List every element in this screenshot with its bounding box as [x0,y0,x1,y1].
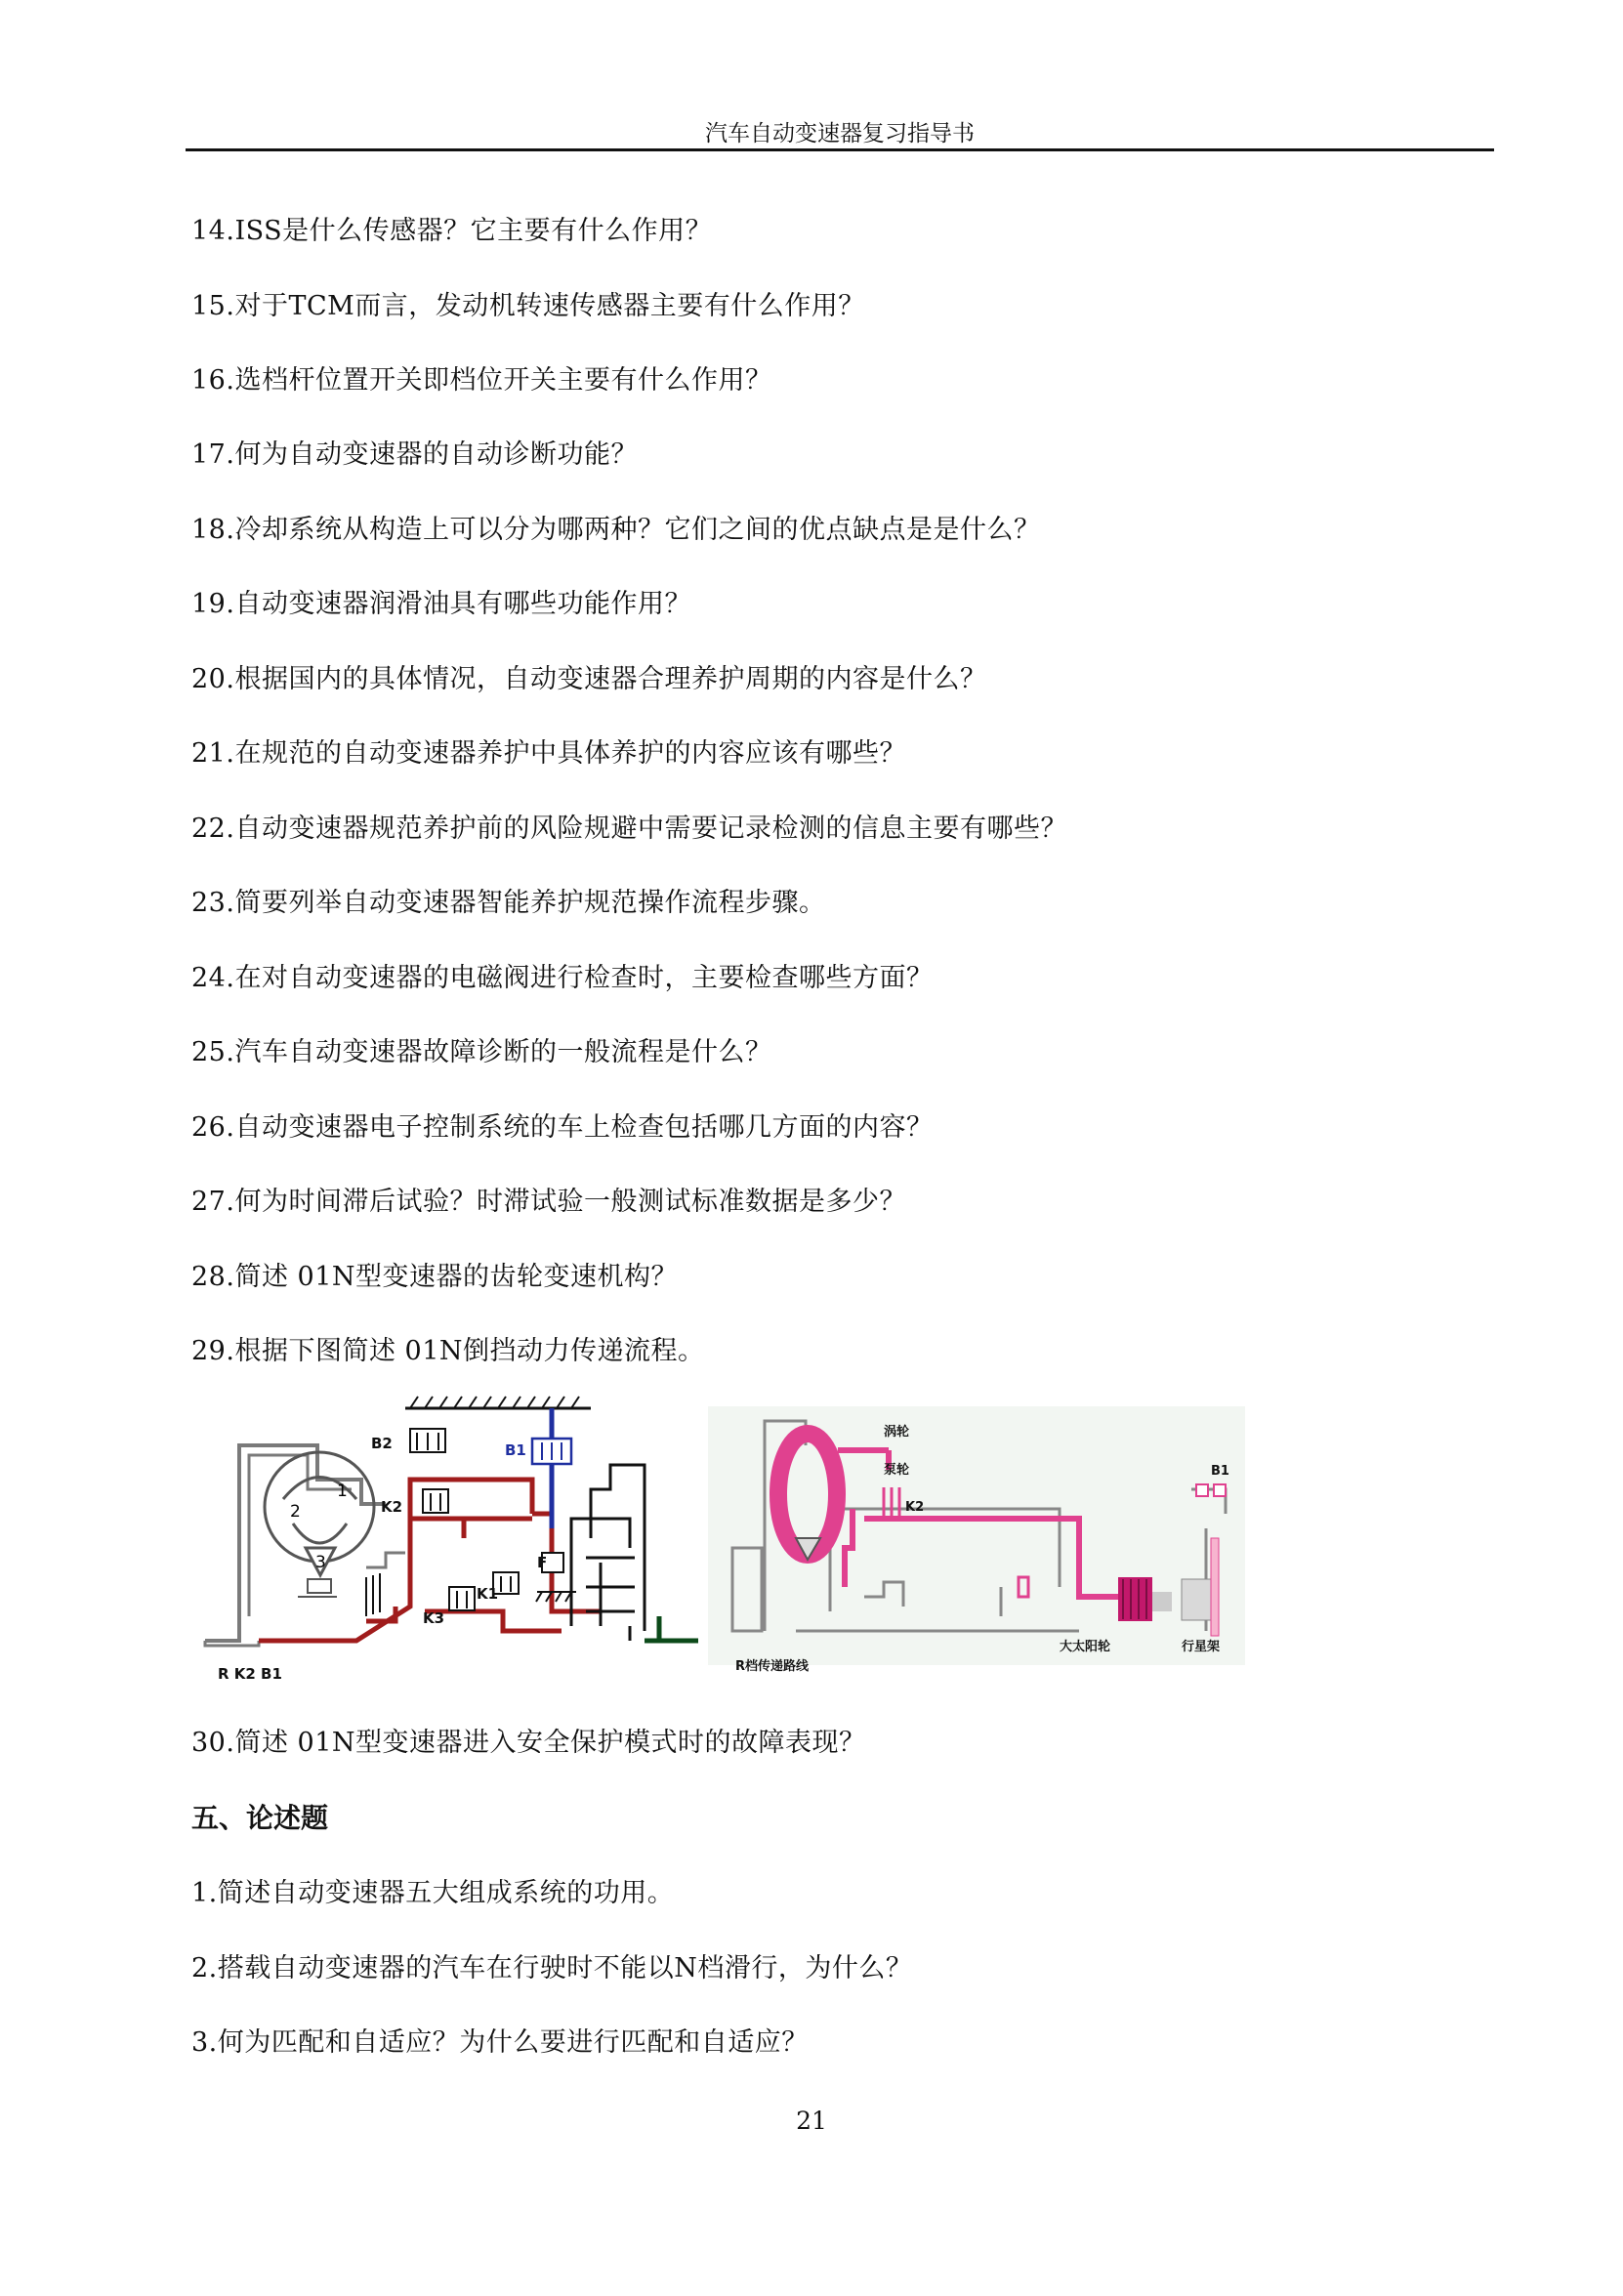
sun-gear-label: 大太阳轮 [1060,1640,1111,1654]
k1-label: K1 [477,1585,499,1603]
question-26: 26.自动变速器电子控制系统的车上检查包括哪几方面的内容？ [191,1112,934,1143]
turbine-number: 1 [337,1482,348,1501]
planet-carrier-label: 行星架 [1182,1640,1221,1654]
question-24: 24.在对自动变速器的电磁阀进行检查时，主要检查哪些方面？ [191,963,934,993]
question-23: 23.简要列举自动变速器智能养护规范操作流程步骤。 [191,888,826,918]
question-30: 30.简述 01N型变速器进入安全保护模式时的故障表现？ [191,1728,866,1758]
essay-question-3: 3.何为匹配和自适应？为什么要进行匹配和自适应？ [191,2027,809,2058]
question-22: 22.自动变速器规范养护前的风险规避中需要记录检测的信息主要有哪些？ [191,814,1067,844]
section-title: 五、论述题 [191,1802,329,1834]
page-header: 汽车自动变速器复习指导书 [705,121,975,146]
question-19: 19.自动变速器润滑油具有哪些功能作用？ [191,589,691,619]
k2-right-label: K2 [905,1500,925,1515]
question-28: 28.简述 01N型变速器的齿轮变速机构？ [191,1262,679,1292]
question-21: 21.在规范的自动变速器养护中具体养护的内容应该有哪些？ [191,738,906,769]
left-figure-caption: R K2 B1 [218,1665,282,1683]
k2-label: K2 [381,1498,403,1516]
pump-label: 泵轮 [884,1463,910,1478]
question-17: 17.何为自动变速器的自动诊断功能？ [191,439,638,470]
question-15: 15.对于TCM而言，发动机转速传感器主要有什么作用？ [191,291,865,321]
question-29: 29.根据下图简述 01N倒挡动力传递流程。 [191,1336,705,1366]
question-16: 16.选档杆位置开关即档位开关主要有什么作用？ [191,365,772,396]
essay-question-2: 2.搭载自动变速器的汽车在行驶时不能以N档滑行，为什么？ [191,1953,913,1983]
gear-schematic [205,1397,698,1683]
f-label: F [537,1554,548,1571]
b2-label: B2 [371,1435,393,1452]
b1-label: B1 [505,1441,526,1459]
reverse-gear-figure [200,1392,1255,1689]
page-number: 21 [796,2107,827,2135]
turbine-label: 涡轮 [884,1425,910,1440]
right-figure-caption: R档传递路线 [735,1659,810,1674]
impeller-number: 2 [290,1502,301,1522]
question-14: 14.ISS是什么传感器？它主要有什么作用？ [191,216,713,246]
b1-right-label: B1 [1211,1464,1229,1479]
question-27: 27.何为时间滞后试验？时滞试验一般测试标准数据是多少？ [191,1187,906,1217]
header-rule [186,148,1494,151]
question-20: 20.根据国内的具体情况，自动变速器合理养护周期的内容是什么？ [191,664,987,694]
stator-number: 3 [315,1553,326,1572]
power-flow-diagram [708,1406,1245,1674]
question-25: 25.汽车自动变速器故障诊断的一般流程是什么？ [191,1037,772,1067]
k3-label: K3 [423,1609,445,1627]
essay-question-1: 1.简述自动变速器五大组成系统的功用。 [191,1878,675,1908]
question-18: 18.冷却系统从构造上可以分为哪两种？它们之间的优点缺点是是什么？ [191,515,1041,545]
